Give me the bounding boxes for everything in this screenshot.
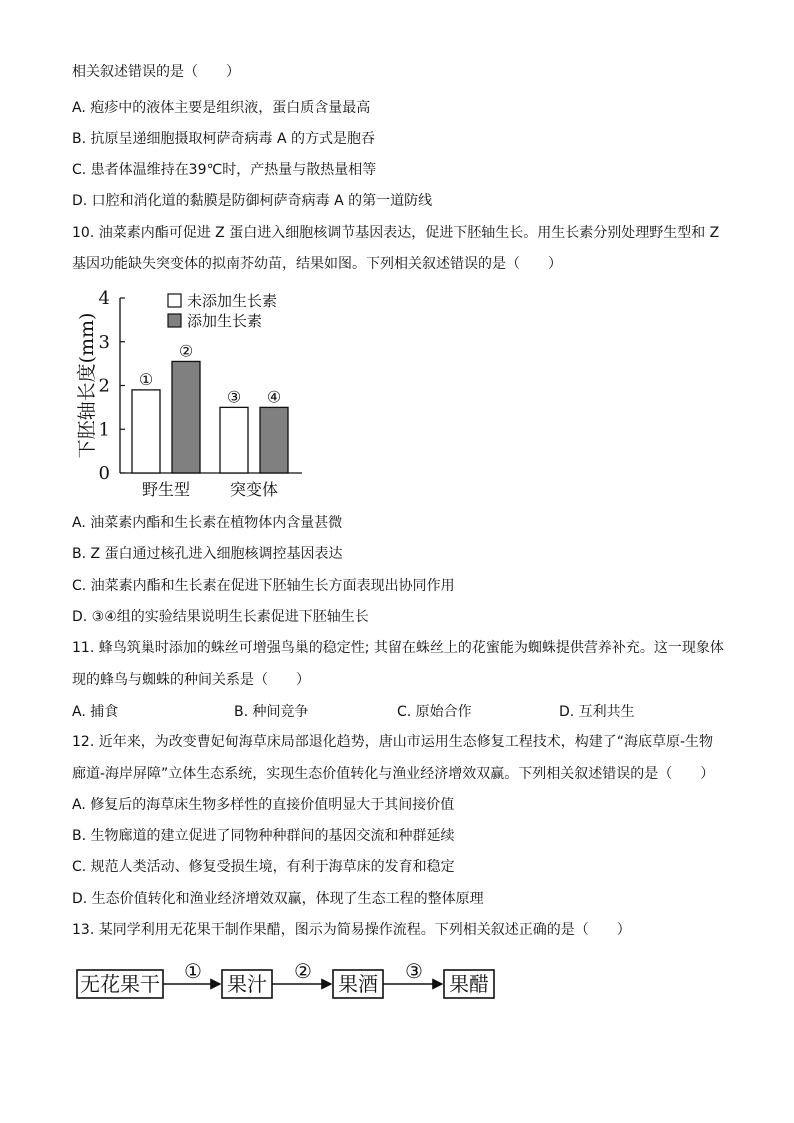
q12-stem-line2: 廊道-海岸屏障”立体生态系统，实现生态价值转化与渔业经济增效双赢。下列相关叙述错误的是（ ）: [72, 766, 715, 782]
q11-option-d: D. 互利共生: [559, 704, 635, 720]
q9-option-b: B. 抗原呈递细胞摄取柯萨奇病毒 A 的方式是胞吞: [72, 131, 375, 147]
flow-step-3: ③: [405, 959, 423, 983]
flow-box-dried-fig-label: 无花果干: [80, 972, 160, 996]
flow-box-vinegar-label: 果醋: [449, 972, 489, 996]
x-category-label: 突变体: [229, 480, 279, 499]
vinegar-process-flow: [72, 958, 512, 1006]
q10-option-d: D. ③④组的实验结果说明生长素促进下胚轴生长: [72, 609, 369, 625]
q12-option-c: C. 规范人类活动、修复受损生境，有利于海草床的发育和稳定: [72, 859, 455, 875]
flow-box-wine-label: 果酒: [338, 972, 378, 996]
bar: [260, 407, 288, 473]
q9-option-d: D. 口腔和消化道的黏膜是防御柯萨奇病毒 A 的第一道防线: [72, 193, 433, 209]
y-tick-label: 0: [98, 463, 110, 484]
flow-box-juice-label: 果汁: [227, 972, 267, 996]
y-tick-label: 4: [98, 288, 110, 309]
q9-stem-tail: 相关叙述错误的是（ ）: [72, 64, 240, 80]
q11-option-b: B. 种间竞争: [234, 704, 309, 720]
y-tick-label: 1: [98, 419, 110, 441]
flow-step-1: ①: [184, 959, 202, 983]
q12-stem-line1: 12. 近年来，为改变曹妃甸海草床局部退化趋势，唐山市运用生态修复工程技术，构建了“海底草原-生物: [72, 734, 714, 750]
bar-group-label: ①: [138, 369, 154, 389]
q9-option-a: A. 疱疹中的液体主要是组织液，蛋白质含量最高: [72, 100, 371, 116]
q10-option-c: C. 油菜素内酯和生长素在促进下胚轴生长方面表现出协同作用: [72, 578, 455, 594]
flow-step-2: ②: [294, 959, 312, 983]
legend-swatch: [168, 314, 181, 327]
q10-stem-line1: 10. 油菜素内酯可促进 Z 蛋白进入细胞核调节基因表达，促进下胚轴生长。用生长素分别处理野生型和 Z: [72, 225, 720, 241]
q10-stem-line2: 基因功能缺失突变体的拟南芥幼苗，结果如图。下列相关叙述错误的是（ ）: [72, 256, 562, 272]
y-axis-title: 下胚轴长度(mm): [76, 312, 98, 459]
y-tick-label: 3: [98, 331, 110, 353]
q9-option-c: C. 患者体温维持在39℃时，产热量与散热量相等: [72, 162, 377, 178]
bar: [132, 390, 160, 473]
bar-group-label: ③: [226, 387, 242, 407]
q11-stem-line1: 11. 蜂鸟筑巢时添加的蛛丝可增强鸟巢的稳定性; 其留在蛛丝上的花蜜能为蜘蛛提供营养补充。这一现象体: [72, 640, 724, 656]
legend-label: 添加生长素: [187, 312, 263, 330]
q12-option-b: B. 生物廊道的建立促进了同物种种群间的基因交流和种群延续: [72, 828, 455, 844]
bar-group-label: ②: [178, 341, 194, 361]
legend-label: 未添加生长素: [187, 292, 278, 310]
legend-swatch: [168, 294, 181, 307]
q12-option-a: A. 修复后的海草床生物多样性的直接价值明显大于其间接价值: [72, 797, 455, 813]
y-tick-label: 2: [98, 375, 110, 397]
q11-stem-line2: 现的蜂鸟与蜘蛛的种间关系是（ ）: [72, 672, 310, 688]
hypocotyl-bar-chart: [70, 286, 320, 501]
bar: [172, 361, 200, 473]
q11-option-c: C. 原始合作: [397, 704, 472, 720]
q11-option-a: A. 捕食: [72, 704, 119, 720]
q12-option-d: D. 生态价值转化和渔业经济增效双赢，体现了生态工程的整体原理: [72, 891, 484, 907]
q10-option-a: A. 油菜素内酯和生长素在植物体内含量甚微: [72, 515, 343, 531]
x-category-label: 野生型: [141, 480, 191, 499]
q13-stem: 13. 某同学利用无花果干制作果醋，图示为简易操作流程。下列相关叙述正确的是（ ）: [72, 922, 631, 938]
bar: [220, 407, 248, 473]
q10-option-b: B. Z 蛋白通过核孔进入细胞核调控基因表达: [72, 546, 343, 562]
bar-group-label: ④: [266, 387, 282, 407]
